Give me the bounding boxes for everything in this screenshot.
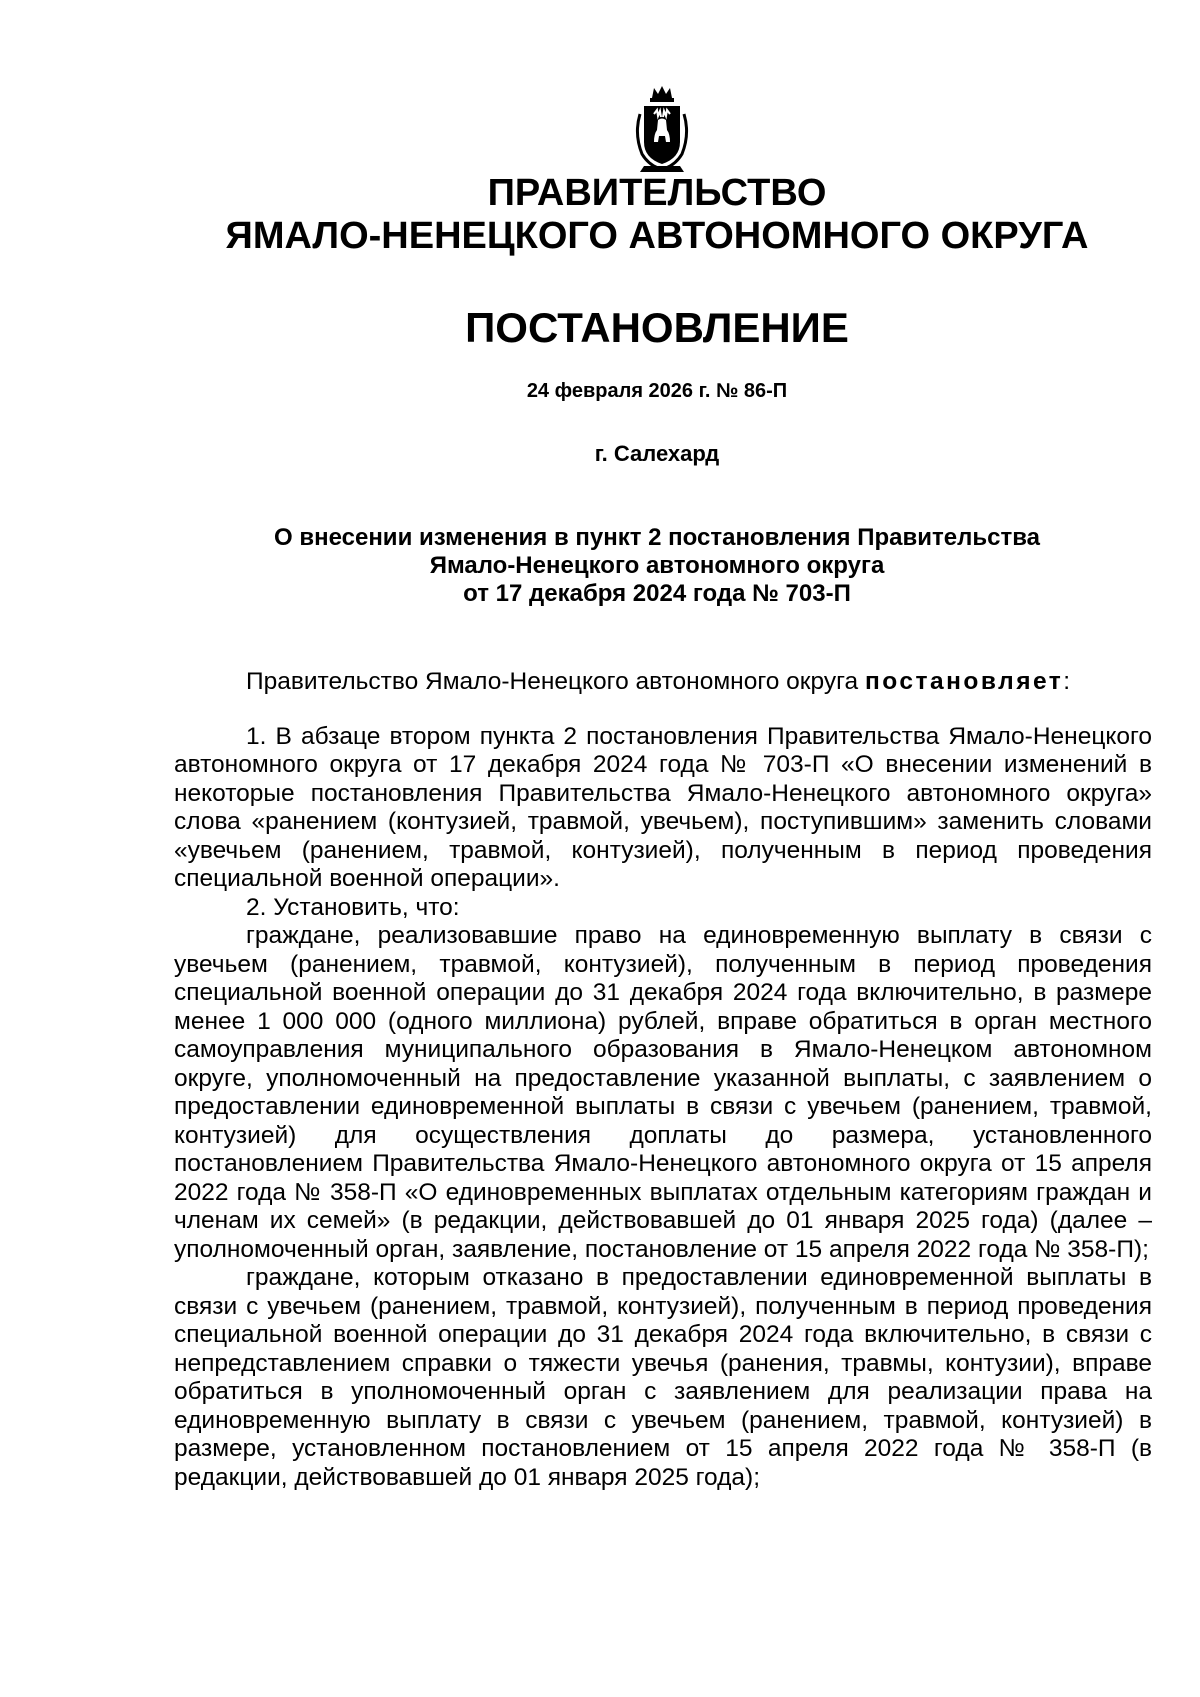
body-paragraph: граждане, которым отказано в предоставлении единовременной выплаты в связи с увечьем (ранением, травмой, контузией), полученным в период проведения специальной военной операции до 31 декабря 2024 года включительно, в связи с непредставлением справки о тяжести увечья (ранения, травмы, контузии), вправе обратиться в уполномоченный орган с заявлением для реализации права на единовременную выплату в связи с увечьем (ранением, травмой, контузией) в размере, установленном постановлением от 15 апреля 2022 года № 358-П (в редакции, действовавшей до 01 января 2025 года);	[174, 1264, 1152, 1491]
title-line2: Ямало-Ненецкого автономного округа	[429, 552, 885, 579]
government-name-line2: ЯМАЛО-НЕНЕЦКОГО АВТОНОМНОГО ОКРУГА	[225, 215, 1089, 257]
document-city: г. Салехард	[594, 441, 720, 466]
coat-of-arms-icon	[630, 84, 694, 174]
preamble-text: Правительство Ямало-Ненецкого автономного округа	[246, 668, 865, 695]
government-name-line1: ПРАВИТЕЛЬСТВО	[487, 172, 827, 214]
document-title	[57, 524, 1200, 608]
title-line3: от 17 декабря 2024 года № 703-П	[463, 580, 851, 607]
preamble	[174, 668, 1152, 697]
body-paragraph: 1. В абзаце втором пункта 2 постановления Правительства Ямало-Ненецкого автономного округа от 17 декабря 2024 года № 703-П «О внесении изменений в некоторые постановления Правительства Ямало-Ненецкого автономного округа» слова «ранением (контузией, травмой, увечьем), поступившим» заменить словами «увечьем (ранением, травмой, контузией), полученным в период проведения специальной военной операции».	[174, 722, 1152, 892]
body-paragraph: 2. Установить, что:	[246, 893, 460, 921]
title-line1: О внесении изменения в пункт 2 постановления Правительства	[274, 524, 1040, 551]
preamble-emphasis: постановляет	[864, 668, 1064, 695]
document-date-number: 24 февраля 2026 г. № 86-П	[526, 380, 788, 402]
body-paragraph: граждане, реализовавшие право на единовременную выплату в связи с увечьем (ранением, травмой, контузией), полученным в период проведения специальной военной операции до 31 декабря 2024 года включительно, в размере менее 1 000 000 (одного миллиона) рублей, вправе обратиться в орган местного самоуправления муниципального образования в Ямало-Ненецком автономном округе, уполномоченный на предоставление указанной выплаты, с заявлением о предоставлении единовременной выплаты в связи с увечьем (ранением, травмой, контузией) для осуществления доплаты до размера, установленного постановлением Правительства Ямало-Ненецкого автономного округа от 15 апреля 2022 года № 358-П «О единовременных выплатах отдельным категориям граждан и членам их семей» (в редакции, действовавшей до 01 января 2025 года) (далее – уполномоченный орган, заявление, постановление от 15 апреля 2022 года № 358-П);	[174, 922, 1152, 1263]
preamble-end: :	[1063, 668, 1071, 695]
document-body	[174, 668, 1152, 1492]
document-type: ПОСТАНОВЛЕНИЕ	[465, 304, 849, 351]
